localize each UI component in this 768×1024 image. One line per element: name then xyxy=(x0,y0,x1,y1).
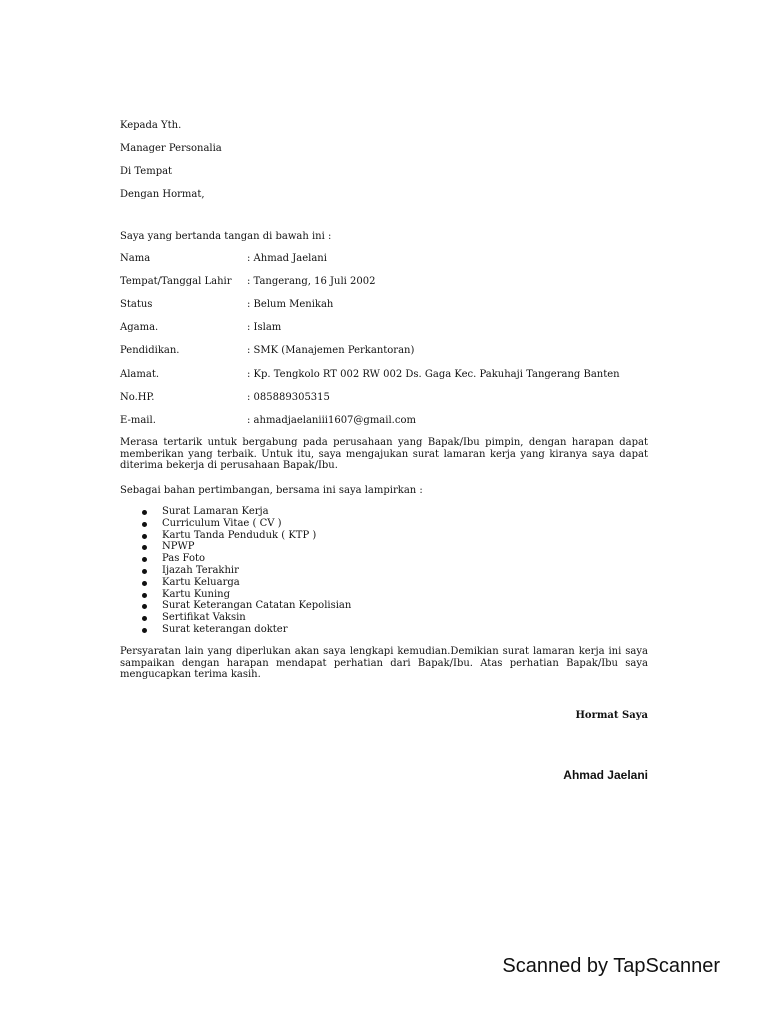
field-value: : Belum Menikah xyxy=(247,299,334,310)
list-item: Surat Keterangan Catatan Kepolisian xyxy=(142,600,351,612)
field-label: E-mail. xyxy=(120,415,156,426)
field-value: : Ahmad Jaelani xyxy=(247,253,327,264)
list-item: Curriculum Vitae ( CV ) xyxy=(142,518,351,530)
field-label: Tempat/Tanggal Lahir xyxy=(120,276,232,287)
field-value: : 085889305315 xyxy=(247,392,330,403)
list-item: Kartu Keluarga xyxy=(142,577,351,589)
closing-line: Hormat Saya xyxy=(575,710,648,721)
list-item: Surat Lamaran Kerja xyxy=(142,506,351,518)
list-item: Ijazah Terakhir xyxy=(142,565,351,577)
field-label: Pendidikan. xyxy=(120,345,180,356)
place-line: Di Tempat xyxy=(120,166,173,177)
list-item: NPWP xyxy=(142,541,351,553)
field-label: Agama. xyxy=(120,322,159,333)
field-value: : Islam xyxy=(247,322,282,333)
field-value: : SMK (Manajemen Perkantoran) xyxy=(247,345,415,356)
list-item: Sertifikat Vaksin xyxy=(142,612,351,624)
field-value: : Tangerang, 16 Juli 2002 xyxy=(247,276,376,287)
attachments-intro: Sebagai bahan pertimbangan, bersama ini saya lampirkan : xyxy=(120,485,423,496)
field-label: Nama xyxy=(120,253,151,264)
greeting-line: Dengan Hormat, xyxy=(120,189,205,200)
field-label: No.HP. xyxy=(120,392,155,403)
signature-name: Ahmad Jaelani xyxy=(563,768,648,782)
intro-line: Saya yang bertanda tangan di bawah ini : xyxy=(120,231,332,242)
list-item: Kartu Tanda Penduduk ( KTP ) xyxy=(142,530,351,542)
scanner-watermark: Scanned by TapScanner xyxy=(502,955,720,977)
paragraph-interest: Merasa tertarik untuk bergabung pada perusahaan yang Bapak/Ibu pimpin, dengan harapan dapat memberikan yang terbaik. Untuk itu, saya mengajukan surat lamaran kerja yang kiranya saya dapat diterima bekerja di perusahaan Bapak/Ibu. xyxy=(120,437,648,471)
attachments-list xyxy=(142,506,351,636)
paragraph-closing: Persyaratan lain yang diperlukan akan saya lengkapi kemudian.Demikian surat lamaran kerja ini saya sampaikan dengan harapan mendapat perhatian dari Bapak/Ibu. Atas perhatian Bapak/Ibu saya mengucapkan terima kasih. xyxy=(120,646,648,680)
list-item: Kartu Kuning xyxy=(142,589,351,601)
recipient-line: Kepada Yth. xyxy=(120,120,182,131)
field-label: Alamat. xyxy=(120,369,160,380)
field-label: Status xyxy=(120,299,153,310)
list-item: Surat keterangan dokter xyxy=(142,624,351,636)
list-item: Pas Foto xyxy=(142,553,351,565)
position-line: Manager Personalia xyxy=(120,143,222,154)
field-value: : Kp. Tengkolo RT 002 RW 002 Ds. Gaga Kec. Pakuhaji Tangerang Banten xyxy=(247,369,620,380)
field-value: : ahmadjaelaniii1607@gmail.com xyxy=(247,415,416,426)
